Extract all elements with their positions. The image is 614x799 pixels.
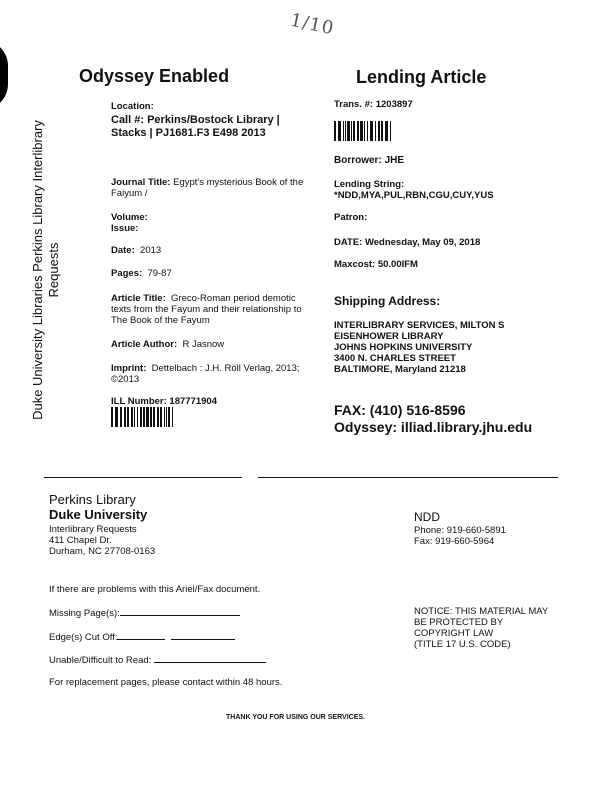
imprint-value-1: Dettelbach : J.H. Röll Verlag, 2013; xyxy=(151,363,300,374)
missing-pages-row xyxy=(49,606,240,619)
copyright-notice xyxy=(414,606,548,650)
footer-library xyxy=(49,492,147,522)
footer-fax: Fax: 919-660-5964 xyxy=(414,536,495,547)
shipping-address xyxy=(334,320,505,375)
article-title-value-1: Greco-Roman period demotic xyxy=(171,293,296,304)
footer-phone: Phone: 919-660-5891 xyxy=(414,525,506,536)
maxcost-label: Maxcost: xyxy=(334,259,376,270)
date-row xyxy=(111,245,161,256)
lending-string xyxy=(334,179,494,201)
patron-label: Patron: xyxy=(334,212,368,223)
trans-barcode xyxy=(334,121,392,141)
odyssey-address: Odyssey: illiad.library.jhu.edu xyxy=(334,419,533,435)
footer-addr-3: Durham, NC 27708-0163 xyxy=(49,546,156,557)
ill-value: 187771904 xyxy=(169,396,217,407)
imprint-value-2: ©2013 xyxy=(111,374,140,385)
trans-row xyxy=(334,99,413,110)
thank-you-text: THANK YOU FOR USING OUR SERVICES. xyxy=(226,714,365,721)
footer-addr-1: Interlibrary Requests xyxy=(49,524,137,535)
trans-label: Trans. #: xyxy=(334,99,374,110)
article-title-value-2: texts from the Fayum and their relationship to xyxy=(111,304,302,315)
date-label: Date: xyxy=(111,245,135,256)
fax-number: FAX: (410) 516-8596 xyxy=(334,402,466,418)
shipping-label: Shipping Address: xyxy=(334,294,441,308)
edges-cut-blank-2 xyxy=(171,630,235,640)
call-number xyxy=(111,114,280,140)
pages-value: 79-87 xyxy=(147,268,172,279)
edges-cut-blank-1 xyxy=(117,630,165,640)
divider-right xyxy=(258,477,558,478)
ill-label: ILL Number: xyxy=(111,396,167,407)
article-title-label: Article Title: xyxy=(111,293,166,304)
odyssey-enabled-title: Odyssey Enabled xyxy=(79,66,230,86)
trans-value: 1203897 xyxy=(375,99,413,110)
edges-cut-row xyxy=(49,630,235,643)
article-author-value: R Jasnow xyxy=(182,339,225,350)
maxcost-row xyxy=(334,259,418,270)
ill-barcode xyxy=(111,407,173,427)
volume-label: Volume: xyxy=(111,212,148,223)
borrower-row xyxy=(334,155,404,166)
lending-string-label: Lending String: xyxy=(334,179,405,190)
missing-pages-label: Missing Page(s): xyxy=(49,608,120,619)
borrower-label: Borrower: xyxy=(334,155,382,166)
unable-read-blank xyxy=(154,653,266,663)
lending-date-value: Wednesday, May 09, 2018 xyxy=(364,237,481,248)
pages-row xyxy=(111,268,172,279)
unable-read-label: Unable/Difficult to Read: xyxy=(49,655,152,666)
imprint xyxy=(111,363,326,385)
footer-address xyxy=(49,524,155,557)
edges-cut-label: Edge(s) Cut Off: xyxy=(49,632,118,643)
footer-addr-2: 411 Chapel Dr. xyxy=(49,535,112,546)
pages-label: Pages: xyxy=(111,268,143,279)
date-value: 2013 xyxy=(140,245,162,256)
ship-line-2: EISENHOWER LIBRARY xyxy=(334,331,444,342)
borrower-value: JHE xyxy=(384,155,405,166)
replacement-text: For replacement pages, please contact within 48 hours. xyxy=(49,677,283,688)
maxcost-value: 50.00IFM xyxy=(377,259,418,270)
scan-edge-blot xyxy=(0,40,8,110)
ship-line-5: BALTIMORE, Maryland 21218 xyxy=(334,364,466,375)
call-value-1: Perkins/Bostock Library | xyxy=(147,114,280,126)
notice-line-2: BE PROTECTED BY xyxy=(414,617,504,628)
issue-label: Issue: xyxy=(111,223,139,234)
ship-line-4: 3400 N. CHARLES STREET xyxy=(334,353,456,364)
footer-contact xyxy=(414,525,506,547)
ship-line-1: INTERLIBRARY SERVICES, MILTON S xyxy=(334,320,505,331)
location-label: Location: xyxy=(111,101,154,112)
handwritten-note: 1/10 xyxy=(288,9,337,40)
lending-string-value: *NDD,MYA,PUL,RBN,CGU,CUY,YUS xyxy=(334,190,494,201)
notice-line-4: (TITLE 17 U.S. CODE) xyxy=(414,639,511,650)
footer-lib-2: Duke University xyxy=(49,507,148,522)
date-ship-row xyxy=(334,237,480,248)
problems-text: If there are problems with this Ariel/Fax document. xyxy=(49,584,261,595)
journal-title xyxy=(111,177,321,199)
call-label: Call #: xyxy=(111,114,145,126)
journal-title-label: Journal Title: xyxy=(111,177,171,188)
notice-line-3: COPYRIGHT LAW xyxy=(414,628,494,639)
divider-left xyxy=(44,477,242,478)
article-title-value-3: The Book of the Fayum xyxy=(111,315,210,326)
lending-article-title: Lending Article xyxy=(356,67,487,87)
footer-code: NDD xyxy=(414,510,440,524)
article-author-label: Article Author: xyxy=(111,339,178,350)
ill-number-row xyxy=(111,396,217,407)
call-value-2: Stacks | PJ1681.F3 E498 2013 xyxy=(111,127,266,139)
side-label xyxy=(30,100,62,440)
article-title xyxy=(111,293,326,326)
unable-read-row xyxy=(49,653,266,666)
imprint-label: Imprint: xyxy=(111,363,147,374)
side-label-line2: Requests xyxy=(46,242,61,298)
side-label-line1: Duke University Libraries Perkins Library Interlibrary xyxy=(30,120,45,420)
journal-title-value-2: Faiyum / xyxy=(111,188,148,199)
ship-line-3: JOHNS HOPKINS UNIVERSITY xyxy=(334,342,473,353)
notice-line-1: NOTICE: THIS MATERIAL MAY xyxy=(414,606,549,617)
article-author-row xyxy=(111,339,224,350)
footer-lib-1: Perkins Library xyxy=(49,492,136,507)
journal-title-value-1: Egypt's mysterious Book of the xyxy=(173,177,304,188)
missing-pages-blank xyxy=(120,606,240,616)
lending-date-label: DATE: xyxy=(334,237,363,248)
